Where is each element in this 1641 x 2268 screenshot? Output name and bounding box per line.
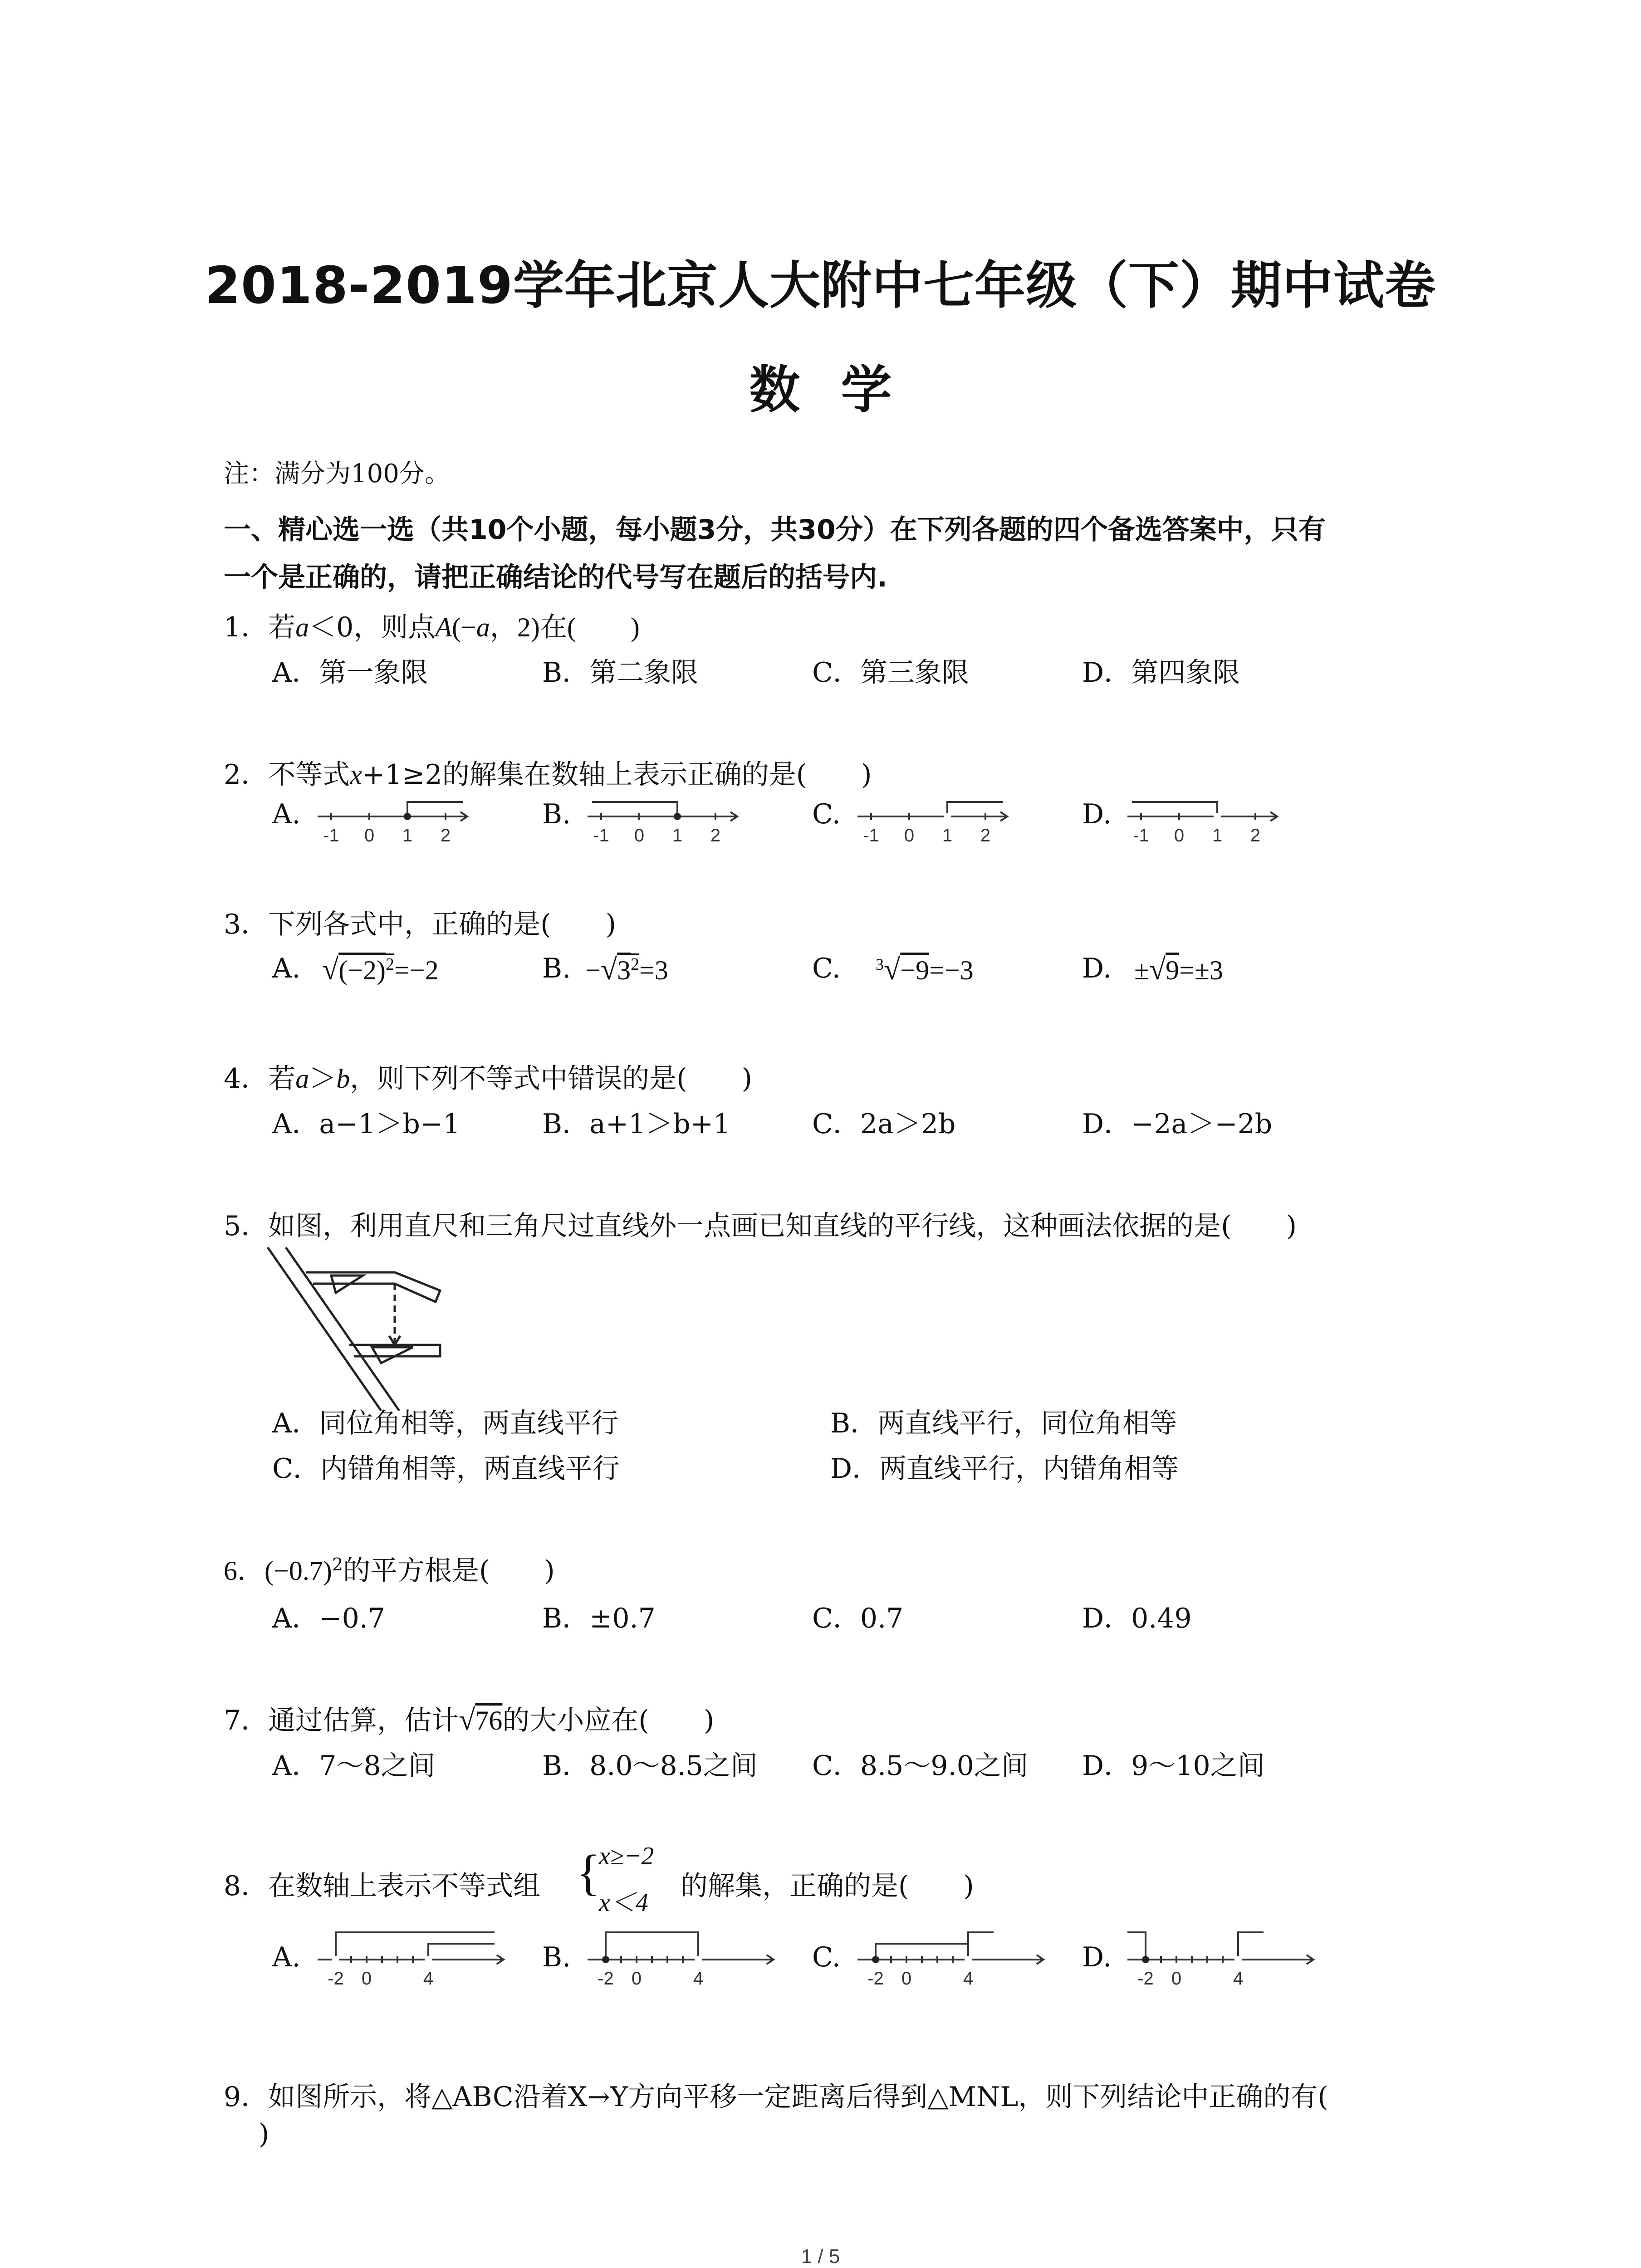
q6-option-c: C．0.7 — [812, 1603, 904, 1634]
q8-brace: { — [576, 1845, 600, 1900]
q2-letter-a: A. — [272, 798, 301, 830]
subject-title: 数学 — [749, 361, 933, 420]
q3-letter-b: B. — [542, 953, 571, 984]
q2-letter-d: D. — [1082, 798, 1112, 830]
q5-option-c: C．内错角相等，两直线平行 — [272, 1453, 620, 1485]
svg-text:-1: -1 — [1133, 826, 1149, 846]
q6-option-d: D．0.49 — [1082, 1603, 1192, 1634]
q1-option-a: A．第一象限 — [272, 657, 428, 689]
q8-numberline-a — [318, 1923, 508, 1991]
q7-option-a: A．7～8之间 — [272, 1750, 436, 1782]
q1-option-d: D．第四象限 — [1082, 657, 1240, 689]
q2-numberline-d — [1127, 798, 1282, 848]
section1-line1: 一、精心选一选（共10个小题，每小题3分，共30分）在下列各题的四个备选答案中，只有 — [224, 514, 1326, 546]
q2-numberline-b — [588, 798, 742, 848]
q6-stem: 6．$(-0.7)^2$的平方根是( ) — [224, 1554, 555, 1587]
svg-text:-1: -1 — [863, 826, 879, 846]
q8-stem-a: 8．在数轴上表示不等式组 — [224, 1870, 541, 1902]
q3-option-c-expr: $^3$√−9=−3 — [876, 953, 974, 986]
q1-stem: 1．若a＜0，则点A(−a，2)在( ) — [224, 611, 640, 643]
q6-option-b: B．±0.7 — [542, 1603, 656, 1634]
svg-text:2: 2 — [1250, 826, 1261, 846]
svg-text:2: 2 — [440, 826, 451, 846]
q5-stem: 5．如图，利用直尺和三角尺过直线外一点画已知直线的平行线，这种画法依据的是( ) — [224, 1210, 1297, 1242]
exam-title: 2018-2019学年北京人大附中七年级（下）期中试卷 — [205, 256, 1436, 315]
svg-text:-2: -2 — [328, 1969, 344, 1989]
svg-text:-1: -1 — [593, 826, 609, 846]
q4-option-b: B．a+1＞b+1 — [542, 1108, 731, 1140]
page-number: 1 / 5 — [801, 2245, 840, 2268]
svg-text:1: 1 — [672, 826, 683, 846]
q6-option-a: A．−0.7 — [272, 1603, 386, 1634]
svg-text:2: 2 — [980, 826, 991, 846]
q3-letter-c: C. — [812, 953, 841, 984]
q8-letter-c: C. — [812, 1941, 841, 1973]
q1-option-b: B．第二象限 — [542, 657, 699, 689]
q2-letter-b: B. — [542, 798, 571, 830]
q8-system-line2: x＜4 — [599, 1889, 648, 1917]
q7-stem: 7．通过估算，估计√76的大小应在( ) — [224, 1703, 715, 1736]
q4-option-a: A．a−1＞b−1 — [272, 1108, 460, 1140]
q2-numberline-c — [857, 798, 1012, 848]
svg-text:4: 4 — [693, 1969, 704, 1989]
svg-text:0: 0 — [901, 1969, 912, 1989]
q9-stem-line2: ) — [259, 2118, 269, 2150]
svg-text:0: 0 — [1174, 826, 1185, 846]
q4-option-d: D．−2a＞−2b — [1082, 1108, 1273, 1140]
svg-text:-2: -2 — [1137, 1969, 1154, 1989]
svg-text:-1: -1 — [323, 826, 339, 846]
svg-text:1: 1 — [1212, 826, 1223, 846]
q5-option-b: B．两直线平行，同位角相等 — [830, 1408, 1177, 1439]
svg-text:1: 1 — [942, 826, 953, 846]
q3-option-b-expr: $-√3^2=3$ — [585, 953, 668, 986]
q7-option-c: C．8.5～9.0之间 — [812, 1750, 1029, 1782]
q3-option-a-expr: $√(-2)^2=-2$ — [322, 953, 439, 986]
q8-letter-d: D. — [1082, 1941, 1112, 1973]
q2-letter-c: C. — [812, 798, 841, 830]
q5-ruler-triangle-figure — [268, 1247, 458, 1420]
q1-option-c: C．第三象限 — [812, 657, 969, 689]
q3-letter-d: D. — [1082, 953, 1112, 984]
q9-stem-line1: 9．如图所示，将△ABC沿着X→Y方向平移一定距离后得到△MNL，则下列结论中正确的有( — [224, 2081, 1328, 2113]
svg-text:-2: -2 — [867, 1969, 884, 1989]
svg-text:0: 0 — [634, 826, 645, 846]
svg-text:4: 4 — [423, 1969, 434, 1989]
q5-option-d: D．两直线平行，内错角相等 — [830, 1453, 1179, 1485]
svg-text:0: 0 — [631, 1969, 642, 1989]
q8-numberline-c — [857, 1923, 1048, 1991]
svg-text:-2: -2 — [598, 1969, 614, 1989]
score-note: 注：满分为100分。 — [224, 459, 450, 489]
q8-system-line1: x≥−2 — [599, 1842, 654, 1870]
q2-numberline-a — [318, 798, 472, 848]
q5-option-a: A．同位角相等，两直线平行 — [272, 1408, 619, 1439]
q3-option-d-expr: ±√9=±3 — [1134, 953, 1223, 986]
section1-line2: 一个是正确的，请把正确结论的代号写在题后的括号内. — [224, 562, 887, 593]
svg-text:0: 0 — [361, 1969, 372, 1989]
q2-stem: 2．不等式x+1≥2的解集在数轴上表示正确的是( ) — [224, 759, 872, 791]
q8-stem-b: 的解集，正确的是( ) — [681, 1870, 974, 1902]
svg-text:0: 0 — [904, 826, 915, 846]
q4-stem: 4．若a＞b，则下列不等式中错误的是( ) — [224, 1063, 753, 1095]
q8-letter-b: B. — [542, 1941, 571, 1973]
q3-letter-a: A. — [272, 953, 301, 984]
svg-text:4: 4 — [963, 1969, 974, 1989]
svg-text:0: 0 — [1171, 1969, 1182, 1989]
q8-numberline-d — [1127, 1923, 1318, 1991]
q7-option-b: B．8.0～8.5之间 — [542, 1750, 758, 1782]
svg-text:2: 2 — [710, 826, 721, 846]
q8-numberline-b — [588, 1923, 778, 1991]
q3-stem: 3．下列各式中，正确的是( ) — [224, 909, 616, 940]
svg-text:0: 0 — [364, 826, 375, 846]
svg-text:4: 4 — [1233, 1969, 1244, 1989]
q4-option-c: C．2a＞2b — [812, 1108, 956, 1140]
svg-text:1: 1 — [402, 826, 413, 846]
q7-option-d: D．9～10之间 — [1082, 1750, 1265, 1782]
q8-letter-a: A. — [272, 1941, 301, 1973]
